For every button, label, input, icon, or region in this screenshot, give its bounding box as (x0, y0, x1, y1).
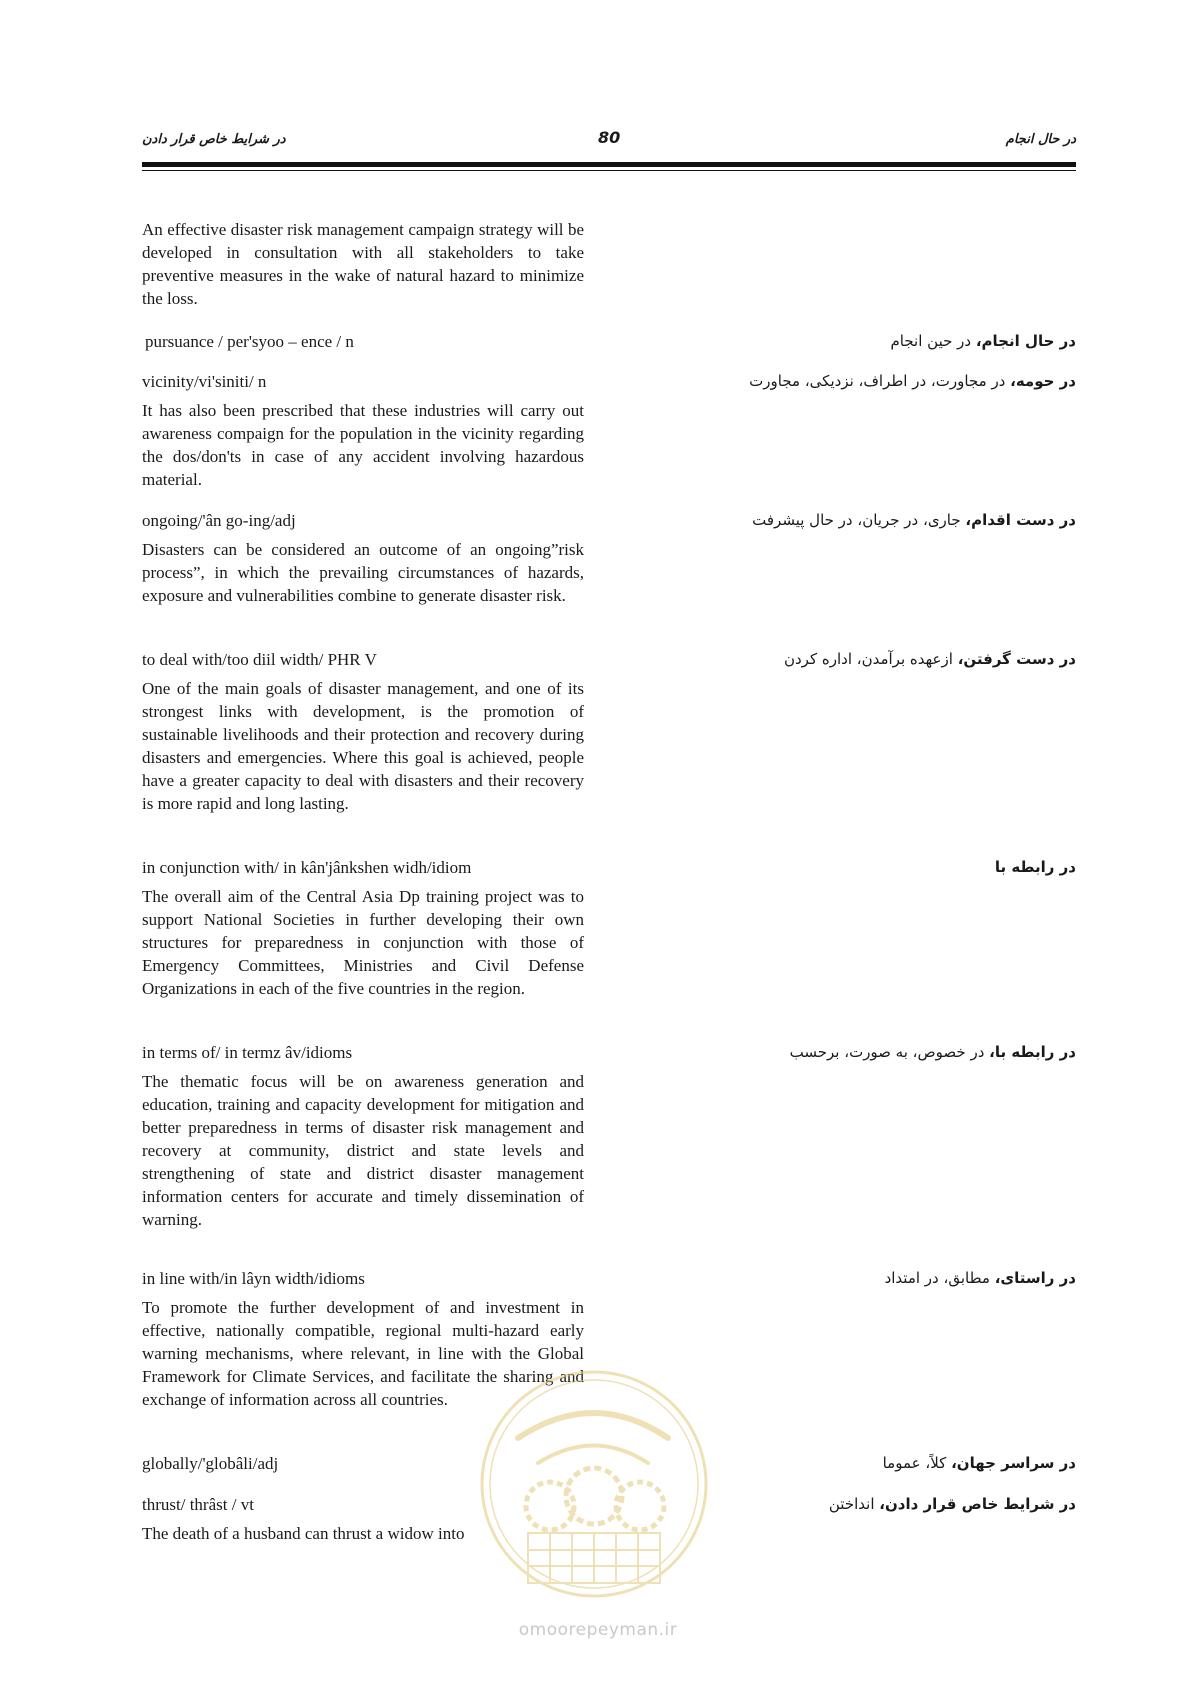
term-in-line-with: in line with/in lâyn width/idioms (142, 1269, 365, 1288)
term-deal-with: to deal with/too diil width/ PHR V (142, 650, 377, 669)
example-in-line-with: To promote the further development of and investment in effective, nationally compatible, regional multi-hazard early warning mechanisms, where relevant, in line with the Global Framework for Climate Services, and facilitate the sharing and exchange of information across all countries. (142, 1298, 584, 1409)
example-ongoing: Disasters can be considered an outcome of an ongoing”risk process”, in which the prevailing circumstances of hazards, exposure and vulnerabilities combine to generate disaster risk. (142, 540, 584, 605)
fa-gloss-deal-with: در دست گرفتن، ازعهده برآمدن، اداره کردن (783, 650, 1076, 668)
example-vicinity: It has also been prescribed that these industries will carry out awareness compaign for the population in the vicinity regarding the dos/don'ts in case of any accident involving hazardous material. (142, 401, 584, 489)
fa-gloss-globally: در سراسر جهان، کلاً، عموما (882, 1454, 1076, 1472)
term-globally: globally/'globâli/adj (142, 1454, 279, 1473)
term-ongoing: ongoing/'ân go-ing/adj (142, 511, 296, 530)
intro-paragraph: An effective disaster risk management campaign strategy will be developed in consultation with all stakeholders to take preventive measures in the wake of natural hazard to minimize the loss. (142, 220, 584, 308)
fa-gloss-pursuance: در حال انجام، در حین انجام (890, 332, 1076, 350)
fa-gloss-thrust: در شرایط خاص قرار دادن، انداختن (828, 1495, 1076, 1513)
term-in-conjunction-with: in conjunction with/ in kân'jânkshen widh/idiom (142, 858, 472, 877)
example-deal-with: One of the main goals of disaster management, and one of its strongest links with development, is the promotion of sustainable livelihoods and their protection and recovery during disasters and emergencies. Where this goal is achieved, people have a greater capacity to deal with disasters and their recovery is more rapid and long lasting. (142, 679, 584, 813)
header-right-text: در حال انجام (1005, 132, 1076, 147)
watermark-url: omoorepeyman.ir (518, 1620, 678, 1640)
fa-gloss-vicinity: در حومه، در مجاورت، در اطراف، نزدیکی، مجاورت (749, 372, 1076, 390)
fa-gloss-in-line-with: در راستای، مطابق، در امتداد (884, 1269, 1076, 1287)
term-in-terms-of: in terms of/ in termz âv/idioms (142, 1043, 353, 1062)
example-thrust: The death of a husband can thrust a widow into (142, 1524, 465, 1543)
fa-gloss-in-conjunction-with: در رابطه با (994, 858, 1076, 876)
example-in-conjunction-with: The overall aim of the Central Asia Dp training project was to support National Societies in further developing their own structures for preparedness in conjunction with those of Emergency Committees, Ministries and Civil Defense Organizations in each of the five countries in the region. (142, 887, 584, 998)
header-rule-thin (142, 170, 1076, 171)
fa-gloss-in-terms-of: در رابطه با، در خصوص، به صورت، برحسب (789, 1043, 1076, 1061)
term-thrust: thrust/ thrâst / vt (142, 1495, 254, 1514)
page-number: 80 (598, 128, 621, 147)
example-in-terms-of: The thematic focus will be on awareness generation and education, training and capacity development for mitigation and better preparedness in terms of disaster risk management and recovery at community, district and state levels and strengthening of state and district disaster management information centers for accurate and timely dissemination of warning. (142, 1072, 584, 1229)
term-vicinity: vicinity/vi'siniti/ n (142, 372, 267, 391)
term-pursuance: pursuance / per'syoo – ence / n (145, 332, 354, 351)
header-rule-thick (142, 162, 1076, 167)
fa-gloss-ongoing: در دست اقدام، جاری، در جریان، در حال پیشرفت (752, 511, 1076, 529)
header-left-text: در شرایط خاص قرار دادن (142, 132, 286, 147)
